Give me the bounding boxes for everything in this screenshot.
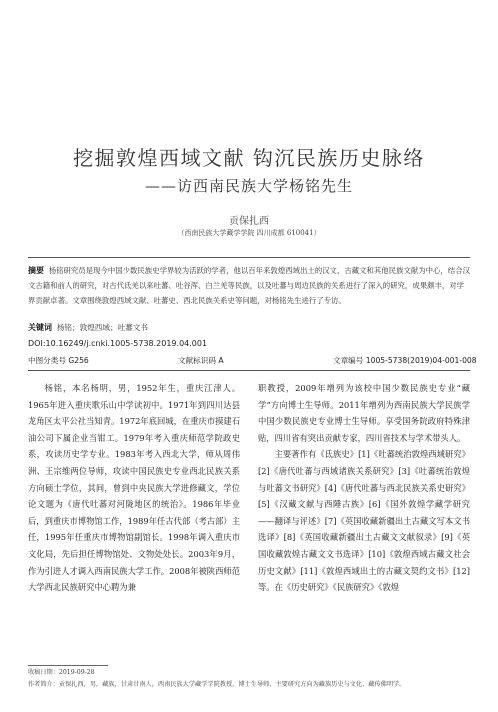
article-number: 文章编号 1005-5738(2019)04-001-008 [333,356,477,365]
abstract-label: 摘要 [28,266,44,275]
article-title: 挖掘敦煌西域文献 钩沉民族历史脉络 [73,146,425,170]
keywords-text: 杨铭；敦煌西域；吐蕃文书 [56,323,148,332]
keywords-label: 关键词 [28,323,52,332]
keywords [28,322,470,333]
author-name: 贡保扎西 [229,216,269,227]
footnote-received: 收稿日期：2019-09-28 [28,669,95,676]
body-paragraph: 职教授，2009年增列为该校中国少数民族史专业“藏学”方向博士生导师。2011年增列为西南民族大学民族学中国少数民族史专业博士生导师。享受国务院政府特殊津贴，四川省有突出贡献专家，四川省技术与学术带头人。 [258,383,470,443]
document-code: 文献标识码 A [178,356,224,365]
footnote-rule [28,665,108,666]
abstract [28,263,470,309]
article-subtitle: ——访西南民族大学杨铭先生 [144,177,353,195]
body-paragraph: 主要著作有《氐族史》[1]《吐蕃统治敦煌西域研究》[2]《唐代吐蕃与西域诸族关系研究》[3]《吐蕃统治敦煌与吐蕃文书研究》[4]《唐代吐蕃与西北民族关系史研究》[5]《汉藏文献与西陲古族》[6]《国外敦煌学藏学研究——翻译与评述》[7]《英国收藏新疆出土古藏文写本文书选译》[8]《英国收藏新疆出土古藏文文献叙录》[9]《英国收藏敦煌古藏文文书选译》[10]《敦煌西域古藏文社会历史文献》[11]《敦煌西域出土的古藏文契约文书》[12]等。在《历史研究》《民族研究》《敦煌 [258,449,470,593]
footnote-bio: 作者简介：贡保扎西，男，藏族，甘肃甘南人，西南民族大学藏学学院教授，博士生导师，主要研究方向为藏族历史与文化、藏传佛明学。 [28,681,406,688]
doi: DOI:10.16249/j.cnki.1005-5738.2019.04.001 [28,339,208,348]
clc-number: 中图分类号 G256 [28,356,89,365]
author-affiliation: （西南民族大学藏学学院 四川成都 610041） [177,229,321,237]
abstract-text: 杨铭研究员是现今中国少数民族史学界较为活跃的学者，他以百年来敦煌西域出土的汉文、古藏文和其他民族文献为中心，结合汉文古籍和前人的研究，对古代氐羌以来吐蕃、吐谷浑、白兰羌等民族，以及吐蕃与周边民族的关系进行了深入的研究，成果颇丰，对学界贡献卓著。文章围绕敦煌西域文献、吐蕃史、西北民族关系史等问题，对杨铭先生进行了专访。 [28,266,470,306]
body-column-right [258,380,470,596]
body-column-left [28,380,240,596]
top-rule [28,257,470,258]
bottom-rule [28,370,470,371]
body-paragraph: 杨铭，本名杨明，男，1952年生，重庆江津人。1965年进入重庆歌乐山中学读初中。1971年到四川达县龙角区太平公社当知青。1972年底回城，在重庆市摸建石油公司下属企业当钳工。1979年考入重庆师范学院政史系，攻读历史学专业。1983年考入西北大学，师从周伟洲、王宗维两位导师，攻读中国民族史专业西北民族关系方向硕士学位，其间，曾到中央民族大学进修藏文，学位论文题为《唐代吐蕃对河陇地区的统治》。1986年毕业后，到重庆市博物馆工作，1989年任古代部（考古部）主任，1995年任重庆市博物馆副馆长。1998年调入重庆市文化局，先后担任博物馆处、文物处处长。2003年9月，作为引进人才调入西南民族大学工作。2008年被陕西师范大学西北民族研究中心聘为兼 [28,383,240,593]
